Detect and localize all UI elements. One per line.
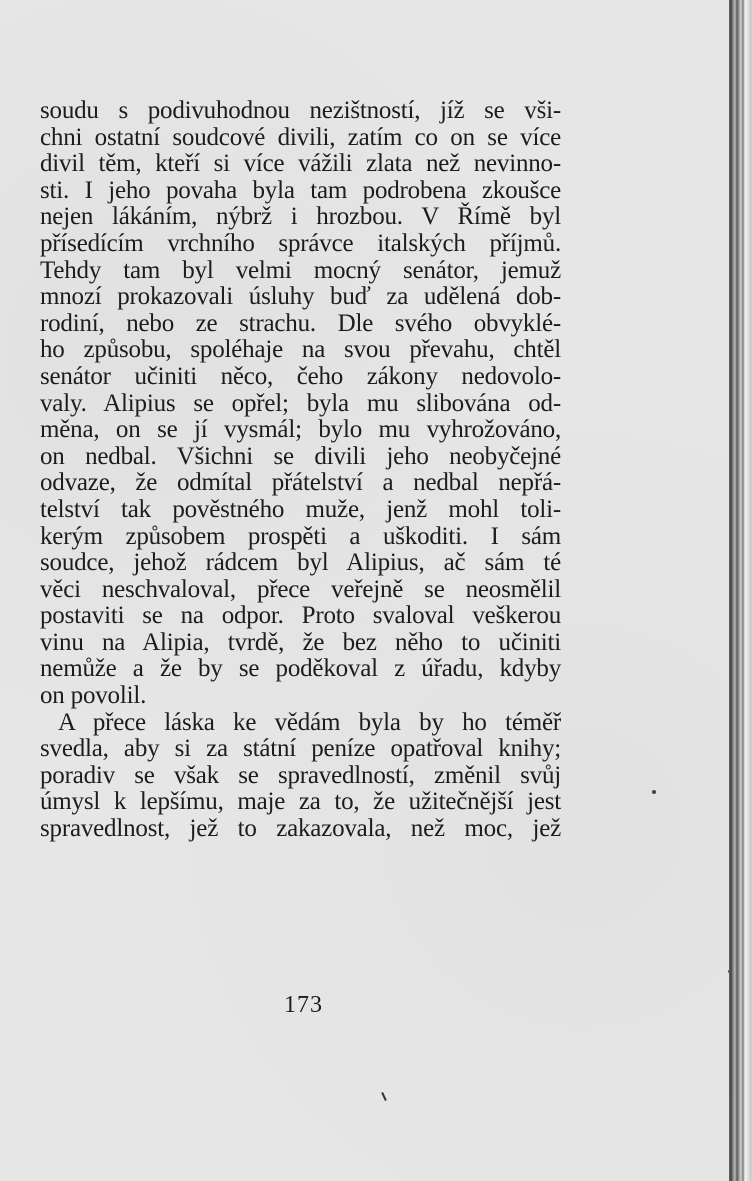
page-number: 173 (284, 992, 323, 1018)
book-spine-edge (729, 0, 753, 1181)
body-text (40, 98, 561, 843)
text-line: on nedbal. Všichni se divili jeho neobyčejné (40, 442, 561, 470)
text-line: rodiní, nebo ze strachu. Dle svého obvyklé- (40, 309, 561, 337)
text-line: nejen lákáním, nýbrž i hrozbou. V Římě byl (40, 203, 561, 231)
text-line: kerým způsobem prospěti a uškoditi. I sám (40, 522, 561, 550)
text-line: postaviti se na odpor. Proto svaloval veškerou (40, 602, 561, 630)
text-line: Tehdy tam byl velmi mocný senátor, jemuž (40, 256, 561, 284)
text-line: přísedícím vrchního správce italských příjmů. (40, 229, 561, 257)
paper-speck (652, 790, 656, 794)
text-line: divil těm, kteří si více vážili zlata než nevinno- (40, 150, 561, 178)
text-line: spravedlnost, jež to zakazovala, než moc, jež (40, 815, 561, 843)
text-line: nemůže a že by se poděkoval z úřadu, kdyby (40, 655, 561, 683)
paragraph-start-line: A přece láska ke vědám byla by ho téměř (58, 708, 561, 736)
text-line: ho způsobu, spoléhaje na svou převahu, chtěl (40, 336, 561, 364)
text-line: soudu s podivuhodnou nezištností, jíž se vši- (40, 97, 561, 124)
text-line: soudce, jehož rádcem byl Alipius, ač sám té (40, 549, 561, 577)
text-line: senátor učiniti něco, čeho zákony nedovolo- (40, 362, 561, 390)
text-line: měna, on se jí vysmál; bylo mu vyhrožováno, (40, 416, 561, 444)
text-line: sti. I jeho povaha byla tam podrobena zkoušce (40, 176, 561, 204)
text-line: valy. Alipius se opřel; byla mu slibována od- (40, 389, 561, 417)
text-line: odvaze, že odmítal přátelství a nedbal nepřá- (40, 469, 561, 497)
text-line: věci neschvaloval, přece veřejně se neosmělil (40, 575, 561, 603)
text-line: poradiv se však se spravedlností, změnil svůj (40, 761, 561, 789)
text-line: svedla, aby si za státní peníze opatřoval knihy; (40, 735, 561, 763)
text-line: chni ostatní soudcové divili, zatím co on se více (40, 123, 561, 151)
paragraph-end-line: on povolil. (40, 682, 147, 710)
text-line: vinu na Alipia, tvrdě, že bez něho to učiniti (40, 628, 561, 656)
paper-speck (381, 1092, 387, 1101)
text-line: úmysl k lepšímu, maje za to, že užitečnější jest (40, 788, 561, 816)
text-line: telství tak pověstného muže, jenž mohl toli- (40, 495, 561, 523)
text-line: mnozí prokazovali úsluhy buď za udělená dob- (40, 283, 561, 311)
